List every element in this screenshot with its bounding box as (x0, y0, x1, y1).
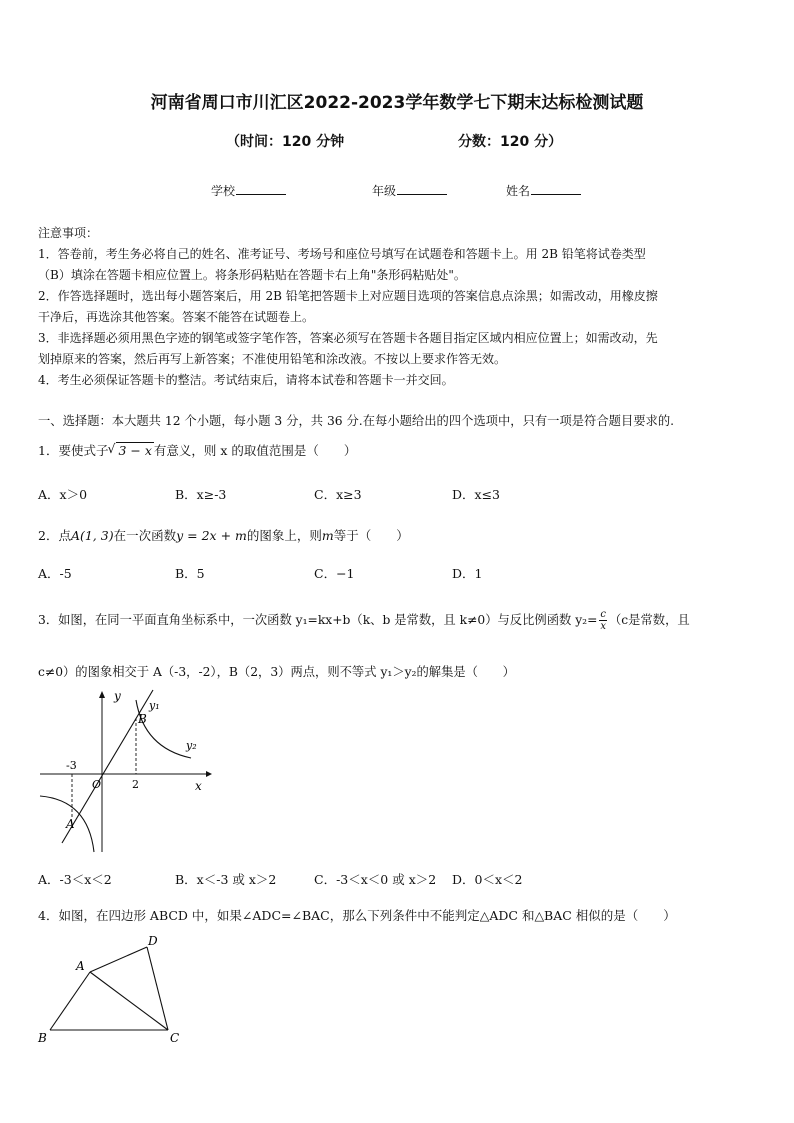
label-y2: y₂ (186, 739, 197, 752)
notice-line: 干净后，再选涂其他答案。答案不能答在试题卷上。 (38, 310, 315, 324)
segment-dc (147, 947, 168, 1030)
q1-option-d: D．x≤3 (452, 487, 500, 502)
label-x: x (195, 779, 202, 793)
school-label: 学校 (211, 184, 236, 198)
name-blank (531, 182, 581, 195)
q2-pre: 2．点 (38, 528, 71, 543)
question-3-line2: c≠0）的图象相交于 A（-3，-2），B（2，3）两点，则不等式 y₁＞y₂的解集是（ ） (38, 665, 515, 679)
notice-line: 4．考生必须保证答题卡的整洁。考试结束后，请将本试卷和答题卡一并交回。 (38, 373, 454, 387)
vertex-b: B (38, 1031, 47, 1045)
label-point-a: A (66, 817, 75, 831)
question-4: 4．如图，在四边形 ABCD 中，如果∠ADC=∠BAC，那么下列条件中不能判定△ADC 和△BAC 相似的是（ ） (38, 908, 676, 923)
q3-line1-pre: 3．如图，在同一平面直角坐标系中，一次函数 y₁=kx+b（k、b 是常数，且 k≠0）与反比例函数 y₂= (38, 613, 598, 627)
q3-option-c: C．-3＜x＜0 或 x＞2 (314, 872, 437, 887)
label-y1: y₁ (149, 699, 160, 712)
q4-figure (34, 930, 194, 1050)
grade-blank (397, 182, 447, 195)
question-2 (38, 526, 409, 544)
q2-option-c: C．−1 (314, 566, 355, 581)
label-origin: O (92, 778, 102, 791)
q3-line1-post: （c是常数，且 (609, 613, 690, 627)
notice-line: 2．作答选择题时，选出每小题答案后，用 2B 铅笔把答题卡上对应题目选项的答案信息点涂黑；如需改动，用橡皮擦 (38, 289, 658, 303)
q1-option-c: C．x≥3 (314, 487, 362, 502)
q2-option-a: A．-5 (38, 566, 72, 581)
q3-fraction (599, 609, 607, 632)
question-3-line1 (38, 609, 690, 632)
notice-heading: 注意事项： (38, 226, 99, 240)
segment-ac (90, 972, 168, 1030)
question-1 (38, 441, 356, 459)
segment-ab (50, 972, 90, 1030)
q3-frac-num: c (600, 609, 606, 620)
vertex-a: A (76, 959, 85, 973)
name-field (506, 182, 581, 199)
q1-pre: 1．要使式子 (38, 443, 109, 458)
q2-point: A(1, 3) (70, 528, 114, 543)
q2-post: 等于（ ） (333, 528, 409, 543)
q1-option-b: B．x≥-3 (175, 487, 227, 502)
hyperbola-branch-upper (136, 700, 191, 758)
notice-line: 划掉原来的答案，然后再写上新答案；不准使用铅笔和涂改液。不按以上要求作答无效。 (38, 352, 507, 366)
section-heading: 一、选择题：本大题共 12 个小题，每小题 3 分，共 36 分.在每小题给出的四个选项中，只有一项是符合题目要求的. (38, 414, 675, 428)
label-point-b: B (138, 712, 147, 726)
school-blank (236, 182, 286, 195)
q1-post: 有意义，则 x 的取值范围是（ ） (153, 443, 357, 458)
y-axis-arrow (99, 691, 105, 698)
notice-line: 3．非选择题必须用黑色字迹的钢笔或签字笔作答，答案必须写在答题卡各题目指定区域内相应位置上；如需改动，先 (38, 331, 658, 345)
q2-option-b: B．5 (175, 566, 205, 581)
q3-option-a: A．-3＜x＜2 (38, 872, 112, 887)
q2-mid: 在一次函数 (113, 528, 177, 543)
vertex-d: D (148, 934, 158, 948)
label-y: y (114, 689, 121, 703)
notice-line: （B）填涂在答题卡相应位置上。将条形码粘贴在答题卡右上角"条形码粘贴处"。 (38, 268, 466, 282)
q1-radical: √ 3 − x (116, 442, 153, 458)
vertex-c: C (170, 1031, 180, 1045)
notice-line: 1．答卷前，考生务必将自己的姓名、准考证号、考场号和座位号填写在试题卷和答题卡上。用 2B 铅笔将试卷类型 (38, 247, 646, 261)
q2-var: m (321, 528, 334, 543)
q1-option-a: A．x＞0 (38, 487, 88, 502)
school-field (211, 182, 286, 199)
q2-mid2: 的图象上，则 (246, 528, 322, 543)
q2-option-d: D．1 (452, 566, 483, 581)
exam-score: 分数：120 分） (458, 134, 563, 150)
q3-graph (36, 688, 216, 856)
segment-ad (90, 947, 147, 972)
page-title: 河南省周口市川汇区2022-2023学年数学七下期末达标检测试题 (150, 93, 644, 113)
name-label: 姓名 (506, 184, 531, 198)
grade-label: 年级 (372, 184, 397, 198)
q2-func: y = 2x + m (176, 528, 247, 543)
x-axis-arrow (206, 771, 212, 777)
tick-neg3: -3 (66, 759, 77, 772)
grade-field (372, 182, 447, 199)
tick-2: 2 (132, 778, 139, 791)
q3-option-b: B．x＜-3 或 x＞2 (175, 872, 277, 887)
exam-time: （时间：120 分钟 (226, 134, 345, 150)
q3-option-d: D．0＜x＜2 (452, 872, 523, 887)
q3-frac-den: x (600, 621, 607, 632)
